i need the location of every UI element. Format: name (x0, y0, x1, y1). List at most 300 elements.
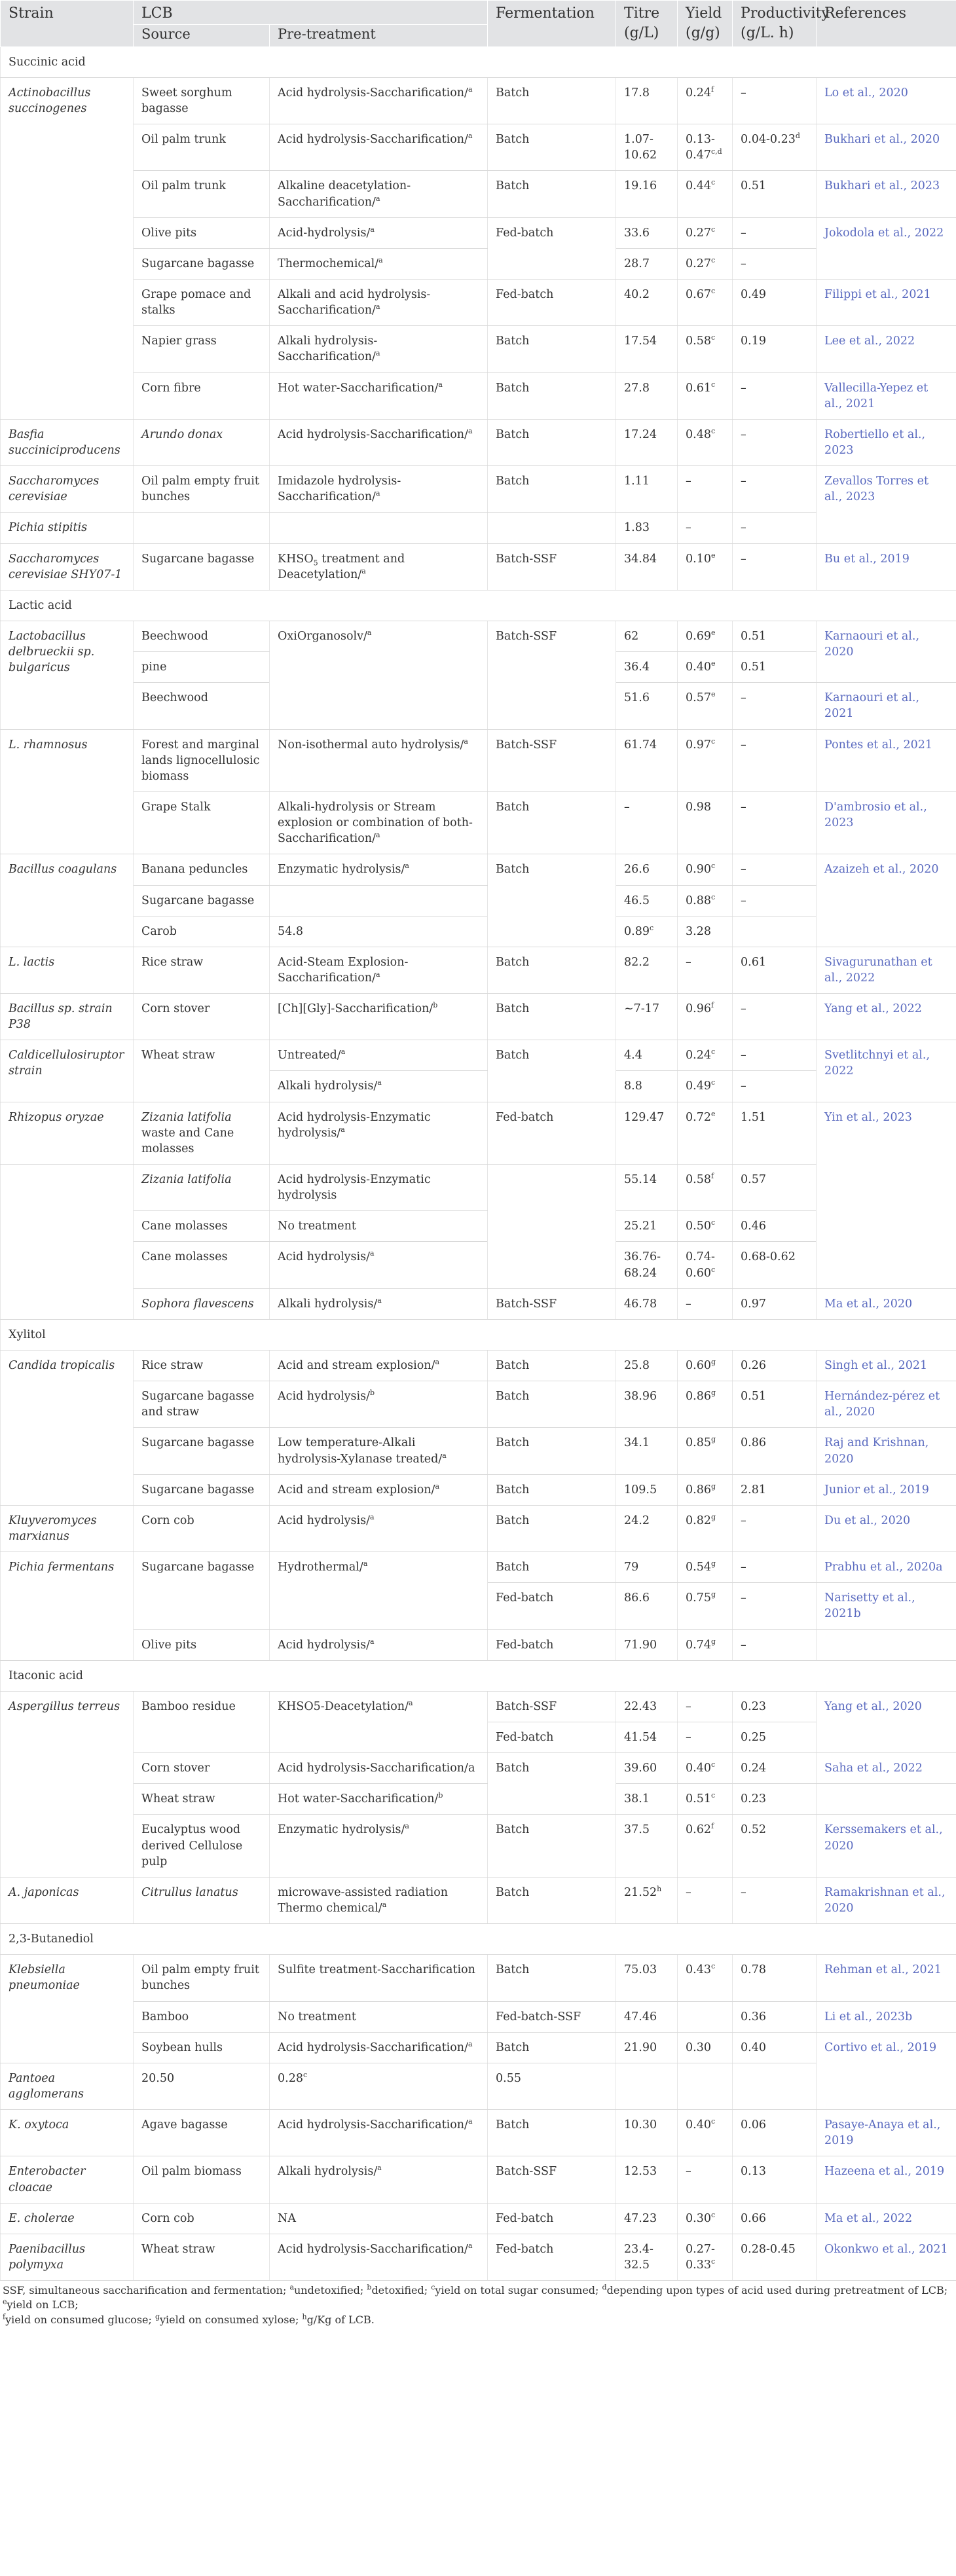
reference-cell[interactable] (817, 77, 956, 124)
source-text: Rice straw (141, 1359, 204, 1373)
titre-cell (616, 1071, 678, 1102)
reference-cell[interactable] (817, 2203, 956, 2234)
pretreatment-text: Alkali-hydrolysis or Stream explosion or combination of both-Saccharification/ (278, 800, 473, 846)
reference-cell[interactable] (817, 854, 956, 947)
reference-cell[interactable] (817, 1583, 956, 1629)
strain-name: Saccharomyces cerevisiae SHY07-1 (9, 552, 122, 581)
reference-link[interactable]: Svetlitchnyi et al., 2022 (824, 1049, 930, 1078)
superscript-mark: c (710, 1760, 716, 1769)
productivity-cell (733, 791, 817, 854)
strain-name: Saccharomyces cerevisiae (9, 475, 100, 504)
superscript-mark: a (377, 1078, 382, 1087)
strain-name: Bacillus sp. strain P38 (9, 1002, 113, 1032)
reference-link[interactable]: Li et al., 2023b (824, 2010, 913, 2023)
source-cell (134, 1955, 270, 2001)
pretreatment-text: 0.28 (278, 2071, 303, 2085)
reference-link[interactable]: Zevallos Torres et al., 2023 (824, 475, 928, 504)
reference-link[interactable]: Hazeena et al., 2019 (824, 2165, 945, 2179)
yield-value: 0.44 (686, 179, 711, 193)
fermentation-cell (488, 171, 616, 217)
table-row (1, 217, 956, 248)
titre-value: 86.6 (624, 1591, 650, 1605)
titre-value: 25.21 (624, 1220, 657, 1233)
reference-cell[interactable] (817, 2001, 956, 2032)
superscript-mark: a (464, 736, 468, 746)
strain-cell (1, 621, 134, 729)
reference-link[interactable]: Ma et al., 2022 (824, 2211, 913, 2225)
titre-cell (616, 1877, 678, 1923)
strain-name: Basfia succiniciproducens (9, 427, 120, 457)
pretreatment-text: Alkaline deacetylation-Saccharification/ (278, 179, 411, 209)
yield-value: 3.28 (686, 924, 711, 938)
header-productivity-label: Productivity (741, 5, 830, 22)
reference-cell[interactable] (817, 543, 956, 590)
strain-name: A. japonicas (9, 1885, 79, 1899)
strain-cell (1, 1691, 134, 1877)
reference-cell[interactable] (817, 2110, 956, 2156)
titre-cell (616, 729, 678, 791)
yield-cell (678, 1040, 733, 1071)
fermentation-text: Fed-batch (496, 2211, 554, 2225)
fermentation-text: Batch (496, 1823, 530, 1837)
source-cell (134, 2001, 270, 2032)
reference-link[interactable]: Okonkwo et al., 2021 (824, 2242, 948, 2256)
source-cell (134, 791, 270, 854)
yield-value: 0.50 (686, 1220, 711, 1233)
titre-value: 71.90 (624, 1638, 657, 1652)
reference-cell[interactable] (817, 1288, 956, 1319)
reference-cell[interactable] (817, 171, 956, 217)
fermentation-text: Batch (496, 179, 530, 193)
yield-value: 0.72 (686, 1110, 711, 1124)
titre-cell (616, 77, 678, 124)
table-row (1, 77, 956, 124)
reference-link[interactable]: Yang et al., 2020 (824, 1699, 922, 1713)
superscript-mark: b (438, 1791, 443, 1800)
titre-cell (616, 171, 678, 217)
superscript-mark: g (710, 1559, 716, 1569)
source-cell (134, 2156, 270, 2203)
productivity-cell (733, 1629, 817, 1660)
productivity-cell (733, 1505, 817, 1551)
reference-link[interactable]: Sivagurunathan et al., 2022 (824, 955, 932, 985)
pretreatment-text: Hot water-Saccharification/ (278, 381, 439, 395)
productivity-cell (733, 683, 817, 729)
reference-cell[interactable] (817, 1815, 956, 1877)
productivity-value: – (741, 1049, 746, 1062)
fermentation-text: Batch (496, 2041, 530, 2054)
reference-cell[interactable] (817, 1040, 956, 1102)
reference-link[interactable]: Junior et al., 2019 (824, 1483, 929, 1497)
yield-cell (678, 1877, 733, 1923)
productivity-cell (733, 466, 817, 513)
fermentation-text: Batch (496, 86, 530, 100)
section-title (1, 1660, 956, 1691)
section-label: 2,3-Butanediol (9, 1932, 94, 1946)
reference-cell[interactable] (817, 1955, 956, 2001)
superscript-mark: e (710, 628, 716, 638)
reference-link[interactable]: Rehman et al., 2021 (824, 1963, 942, 1977)
header-yield-unit: (g/g) (686, 25, 720, 42)
yield-cell (678, 2032, 733, 2063)
productivity-cell (733, 1071, 817, 1102)
source-text: Corn stover (141, 1762, 210, 1775)
header-lcb: LCB (134, 1, 488, 25)
source-text: Sugarcane bagasse (141, 257, 255, 270)
reference-cell[interactable] (817, 2234, 956, 2280)
source-cell (134, 543, 270, 590)
reference-link[interactable]: Ma et al., 2020 (824, 1297, 913, 1311)
fermentation-cell (488, 77, 616, 124)
source-cell (134, 2234, 270, 2280)
pretreatment-cell (270, 729, 488, 791)
productivity-value: 0.51 (741, 661, 766, 674)
fermentation-text: Fed-batch (496, 2242, 554, 2256)
titre-value: 21.90 (624, 2041, 657, 2054)
table-row (1, 2234, 956, 2280)
reference-link[interactable]: Filippi et al., 2021 (824, 287, 931, 301)
reference-cell[interactable] (817, 791, 956, 854)
table-row (1, 621, 956, 651)
yield-value: 0.58 (686, 1173, 711, 1187)
source-cell (134, 1815, 270, 1877)
titre-cell (616, 2156, 678, 2203)
titre-value: 79 (624, 1561, 639, 1574)
superscript-mark: a (361, 566, 366, 575)
reference-cell[interactable] (817, 1428, 956, 1474)
superscript-mark: a (408, 1699, 413, 1708)
titre-cell (616, 1211, 678, 1242)
productivity-value: 2.81 (741, 1483, 766, 1497)
superscript-mark: c (710, 736, 716, 746)
titre-value: 129.47 (624, 1110, 665, 1124)
productivity-cell (733, 513, 817, 543)
superscript-mark: a (378, 256, 383, 265)
pretreatment-cell (270, 854, 488, 885)
reference-link[interactable]: Hernández-pérez et al., 2020 (824, 1390, 940, 1419)
pretreatment-text: Acid hydrolysis-Saccharification/ (278, 2242, 468, 2256)
reference-link[interactable]: Du et al., 2020 (824, 1514, 911, 1527)
source-text: Cane molasses (141, 1250, 228, 1264)
source-text: Beechwood (141, 629, 208, 643)
pretreatment-cell (270, 1784, 488, 1815)
table-row (1, 1211, 956, 1242)
reference-link[interactable]: D'ambrosio et al., 2023 (824, 800, 927, 830)
reference-link[interactable]: Raj and Krishnan, 2020 (824, 1436, 929, 1466)
strain-name: Bacillus coagulans (9, 863, 117, 877)
reference-cell[interactable] (817, 419, 956, 465)
reference-cell[interactable] (817, 2032, 956, 2109)
reference-cell[interactable] (817, 621, 956, 682)
reference-link[interactable]: Vallecilla-Yepez et al., 2021 (824, 381, 928, 410)
titre-value: 33.6 (624, 226, 650, 240)
fermentation-text: Batch-SSF (496, 2165, 557, 2179)
pretreatment-text: No treatment (278, 2010, 356, 2023)
pretreatment-text-rest: treatment and Deacetylation/ (278, 552, 405, 581)
reference-link[interactable]: Karnaouri et al., 2020 (824, 629, 920, 659)
superscript-mark: a (375, 489, 380, 498)
pretreatment-cell (270, 513, 488, 543)
pretreatment-text: Acid and stream explosion/ (278, 1359, 435, 1373)
reference-cell[interactable] (817, 1753, 956, 1784)
yield-value: 0.58 (686, 335, 711, 348)
table-row (1, 1102, 956, 1164)
section-row (1, 1924, 956, 1955)
table-row (1, 1815, 956, 1877)
yield-cell (678, 248, 733, 279)
reference-cell[interactable] (817, 1877, 956, 1923)
source-cell (134, 372, 270, 419)
productivity-value: – (741, 381, 746, 395)
titre-value: 109.5 (624, 1483, 657, 1497)
fermentation-cell (488, 1428, 616, 1474)
section-label: Succinic acid (9, 55, 86, 69)
superscript-mark: a (468, 2117, 473, 2126)
fermentation-cell (488, 1351, 616, 1381)
fermentation-text: Batch (496, 1049, 530, 1062)
reference-link[interactable]: Saha et al., 2022 (824, 1762, 923, 1775)
reference-link[interactable]: Robertiello et al., 2023 (824, 427, 926, 457)
reference-link[interactable]: Bukhari et al., 2020 (824, 133, 940, 147)
source-text: Eucalyptus wood derived Cellulose pulp (141, 1823, 243, 1868)
productivity-cell (733, 1040, 817, 1071)
pretreatment-text: Acid-hydrolysis/ (278, 226, 371, 240)
section-row (1, 1660, 956, 1691)
productivity-value: 0.68-0.62 (741, 1250, 796, 1264)
pretreatment-text: Acid hydrolysis-Enzymatic hydrolysis/ (278, 1110, 431, 1140)
superscript-mark: f (710, 1822, 714, 1831)
yield-value: 0.49 (686, 1079, 711, 1093)
strain-cell (1, 1165, 134, 1320)
titre-value: – (624, 800, 630, 814)
productivity-cell (733, 1165, 817, 1211)
reference-cell[interactable] (817, 994, 956, 1040)
yield-cell (678, 513, 733, 543)
fermentation-text: Fed-batch (496, 287, 554, 301)
fermentation-cell (488, 2032, 616, 2063)
reference-cell[interactable] (817, 683, 956, 729)
productivity-value: 0.04-0.23 (741, 133, 796, 147)
yield-cell (678, 652, 733, 683)
reference-link[interactable]: Bu et al., 2019 (824, 552, 910, 566)
titre-value: 19.16 (624, 179, 657, 193)
source-cell (134, 885, 270, 916)
reference-link[interactable]: Prabhu et al., 2020a (824, 1561, 943, 1574)
superscript-mark: c (710, 1791, 716, 1800)
productivity-value: – (741, 800, 746, 814)
reference-link[interactable]: Pontes et al., 2021 (824, 738, 933, 752)
yield-cell (678, 621, 733, 651)
productivity-value: – (741, 1079, 746, 1093)
pretreatment-text: Acid hydrolysis-Saccharification/ (278, 427, 468, 441)
yield-cell (678, 1428, 733, 1474)
source-text: Corn cob (141, 2211, 194, 2225)
strain-name: Kluyveromyces marxianus (9, 1514, 97, 1544)
yield-value: 0.27-0.33 (686, 2242, 715, 2272)
reference-link[interactable]: Yin et al., 2023 (824, 1110, 912, 1124)
source-text: Olive pits (141, 226, 197, 240)
source-cell (134, 217, 270, 248)
reference-link[interactable]: Kerssemakers et al., 2020 (824, 1823, 943, 1853)
table-row (1, 1428, 956, 1474)
fermentation-cell (488, 1381, 616, 1428)
strain-cell (1, 1955, 134, 2063)
superscript-mark: e (710, 551, 716, 560)
source-cell (134, 947, 270, 993)
reference-link[interactable]: Jokodola et al., 2022 (824, 226, 944, 240)
productivity-value: – (741, 1002, 746, 1016)
reference-cell[interactable] (817, 2156, 956, 2203)
productivity-value: – (741, 226, 746, 240)
strain-name: Rhizopus oryzae (9, 1110, 104, 1124)
reference-cell[interactable] (817, 217, 956, 279)
pretreatment-cell (270, 124, 488, 171)
titre-value: 38.1 (624, 1792, 650, 1806)
reference-link[interactable]: Ramakrishnan et al., 2020 (824, 1885, 946, 1915)
reference-link[interactable]: Pasaye-Anaya et al., 2019 (824, 2118, 941, 2148)
header-row-1 (1, 1, 956, 25)
titre-cell (616, 1351, 678, 1381)
reference-cell[interactable] (817, 947, 956, 993)
pretreatment-cell (270, 77, 488, 124)
pretreatment-cell (270, 2032, 488, 2063)
fermentation-text: Batch (496, 2118, 530, 2132)
fermentation-cell (488, 1753, 616, 1815)
yield-value: – (686, 2165, 691, 2179)
fermentation-cell (488, 1102, 616, 1164)
reference-cell[interactable] (817, 372, 956, 419)
yield-cell (678, 217, 733, 248)
source-text: Corn cob (141, 1514, 194, 1527)
reference-link[interactable]: Azaizeh et al., 2020 (824, 863, 939, 877)
reference-cell[interactable] (817, 1102, 956, 1288)
reference-cell[interactable] (817, 1381, 956, 1428)
table-row (1, 171, 956, 217)
yield-value: – (686, 521, 691, 535)
source-cell (134, 1381, 270, 1428)
reference-cell[interactable] (817, 326, 956, 372)
reference-link[interactable]: Yang et al., 2022 (824, 1002, 922, 1016)
strain-cell (1, 1351, 134, 1506)
titre-value: 40.2 (624, 287, 650, 301)
pretreatment-cell (270, 279, 488, 325)
titre-cell (616, 1722, 678, 1753)
fermentation-cell (488, 947, 616, 993)
fermentation-cell (488, 729, 616, 791)
reference-link[interactable]: Lee et al., 2022 (824, 335, 915, 348)
yield-value: 0.24 (686, 86, 711, 100)
productivity-cell (733, 621, 817, 651)
fermentation-cell (488, 1474, 616, 1505)
reference-link[interactable]: Bukhari et al., 2023 (824, 179, 940, 193)
pretreatment-cell (270, 1428, 488, 1474)
strain-name: Enterobacter cloacae (9, 2165, 86, 2194)
superscript-mark: c (710, 1218, 716, 1227)
fermentation-cell (488, 1955, 616, 2001)
titre-cell (616, 2203, 678, 2234)
superscript-mark: a (377, 2164, 382, 2173)
source-cell (134, 124, 270, 171)
section-row (1, 1319, 956, 1350)
reference-cell[interactable] (817, 1351, 956, 1381)
pretreatment-cell (270, 1165, 488, 1211)
productivity-value: – (741, 1591, 746, 1605)
productivity-cell (733, 1102, 817, 1164)
reference-cell[interactable] (817, 124, 956, 171)
reference-link[interactable]: Karnaouri et al., 2021 (824, 691, 920, 721)
fermentation-text: Batch (496, 1885, 530, 1899)
reference-cell[interactable] (817, 729, 956, 791)
reference-link[interactable]: Narisetty et al., 2021b (824, 1591, 915, 1621)
pretreatment-text: OxiOrganosolv/ (278, 629, 367, 643)
pretreatment-text: Hydrothermal/ (278, 1561, 363, 1574)
superscript-mark: a (405, 862, 409, 871)
superscript-mark: e (710, 659, 716, 668)
productivity-cell (733, 1955, 817, 2001)
yield-value: 0.62 (686, 1823, 711, 1837)
reference-link[interactable]: Singh et al., 2021 (824, 1359, 928, 1373)
table-row (1, 1288, 956, 1319)
reference-cell[interactable] (817, 1474, 956, 1505)
fermentation-cell (488, 1583, 616, 1629)
reference-cell[interactable] (817, 1552, 956, 1583)
reference-cell[interactable] (817, 1505, 956, 1551)
productivity-value: – (741, 691, 746, 705)
reference-link[interactable]: Lo et al., 2020 (824, 86, 908, 100)
fermentation-text: Batch (496, 1514, 530, 1527)
reference-cell[interactable] (817, 279, 956, 325)
reference-cell (817, 1629, 956, 1660)
titre-value: 34.1 (624, 1436, 650, 1450)
fermentation-cell (488, 1040, 616, 1102)
productivity-cell (733, 217, 817, 248)
fermentation-text: Batch (496, 475, 530, 488)
strain-cell (1, 419, 134, 465)
productivity-cell (733, 419, 817, 465)
reference-cell[interactable] (817, 1691, 956, 1752)
titre-cell (616, 854, 678, 885)
pretreatment-text: NA (278, 2211, 296, 2225)
superscript-mark: a (340, 1047, 346, 1057)
pretreatment-text: Alkali and acid hydrolysis-Saccharification/ (278, 287, 431, 317)
yield-cell (678, 1552, 733, 1583)
reference-link[interactable]: Cortivo et al., 2019 (824, 2041, 937, 2054)
table-row (1, 1784, 956, 1815)
yield-cell (678, 1211, 733, 1242)
productivity-value: – (741, 1885, 746, 1899)
fermentation-text: Batch-SSF (496, 738, 557, 752)
titre-cell (616, 279, 678, 325)
productivity-value: 0.23 (741, 1792, 766, 1806)
strain-genus: Caldicellulosiruptor (9, 1049, 124, 1062)
footnote-ssf: SSF, simultaneous saccharification and fermentation; (3, 2284, 290, 2297)
pretreatment-cell (270, 885, 488, 916)
pretreatment-cell (270, 372, 488, 419)
pretreatment-text: Acid hydrolysis/ (278, 1514, 370, 1527)
reference-cell[interactable] (817, 466, 956, 543)
yield-value: 0.82 (686, 1514, 711, 1527)
productivity-value: 0.46 (741, 1220, 766, 1233)
productivity-cell (733, 77, 817, 124)
yield-cell (678, 1102, 733, 1164)
titre-cell (616, 124, 678, 171)
productivity-value: – (741, 86, 746, 100)
fermentation-text: Batch-SSF (496, 629, 557, 643)
pretreatment-cell (270, 419, 488, 465)
productivity-cell (733, 1552, 817, 1583)
yield-value: 0.86 (686, 1483, 711, 1497)
source-cell (134, 1211, 270, 1242)
